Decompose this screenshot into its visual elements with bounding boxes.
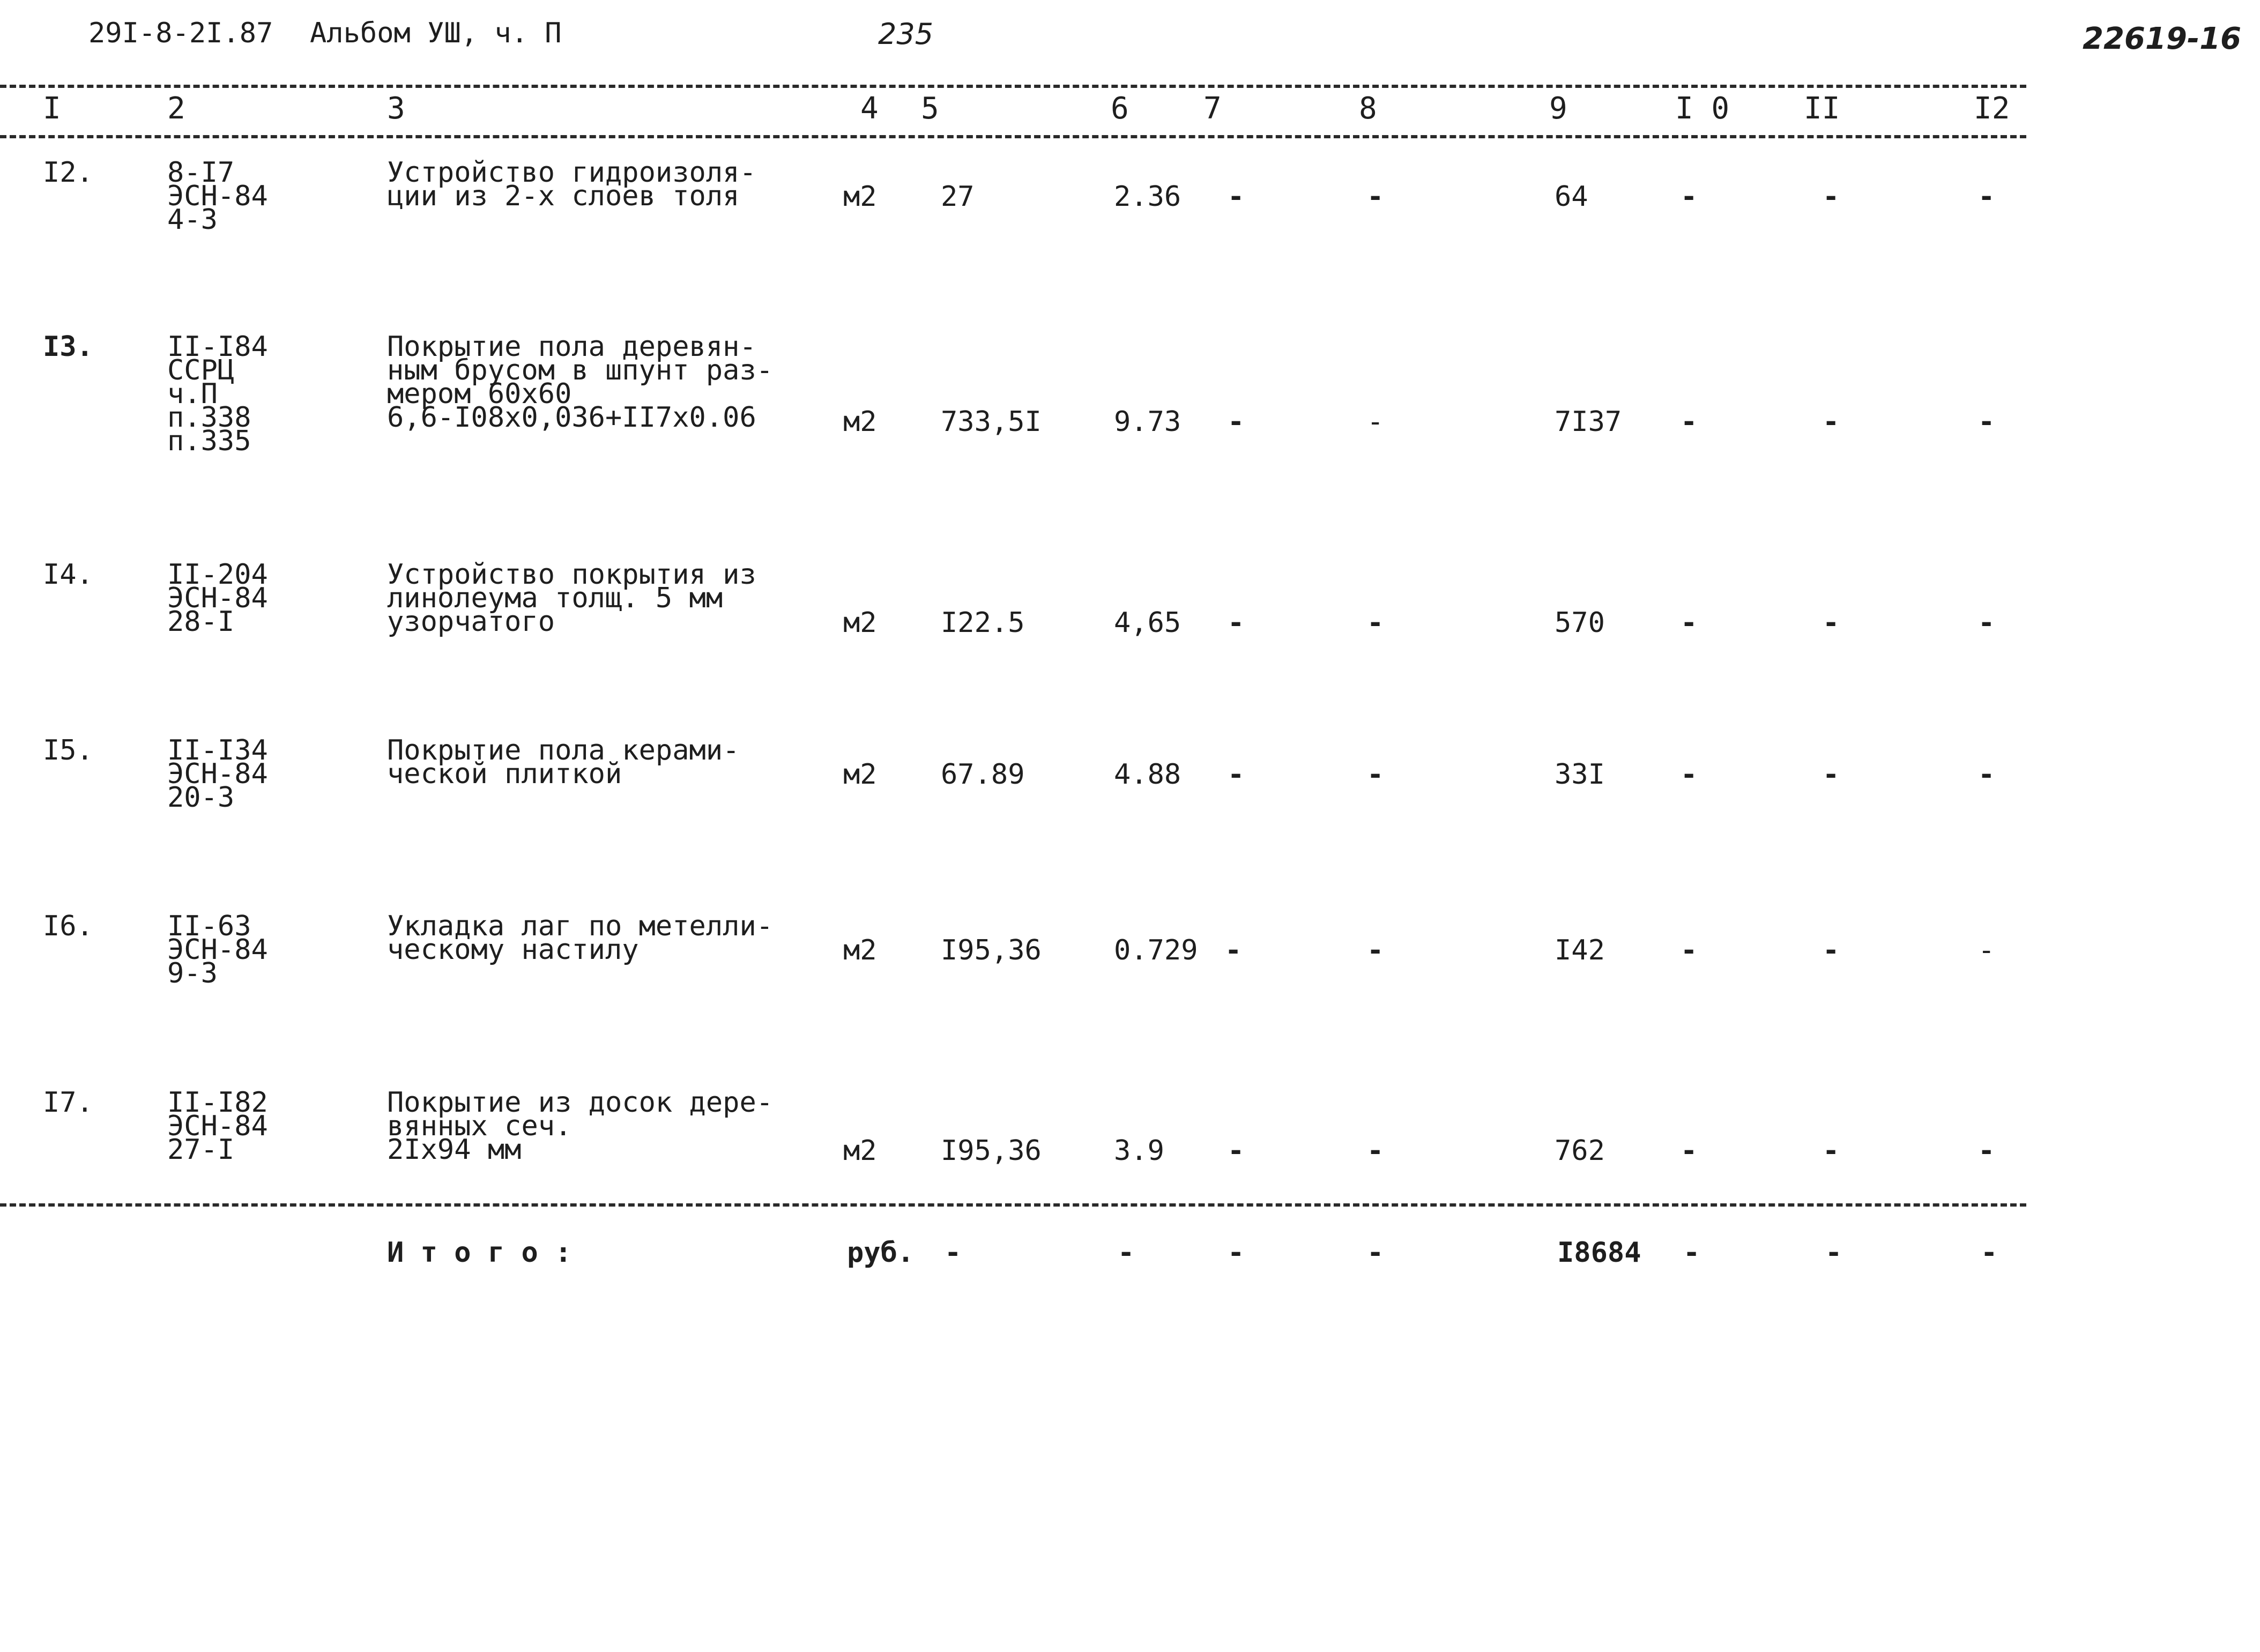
header-bottom-rule [0, 135, 2026, 138]
col-header-1: I [43, 91, 61, 126]
col-header-10: I 0 [1675, 91, 1730, 126]
col-12-value: - [1978, 607, 1995, 639]
work-description: Устройство гидроизоля- ции из 2-х слоев толя [387, 157, 756, 212]
row-number: I3. [43, 331, 93, 363]
total-col-10: - [1683, 1237, 1700, 1269]
col-12-value: - [1978, 181, 1995, 213]
quantity: 733,5I [941, 406, 1042, 438]
norm-code: 8-I7 ЭСН-84 4-3 [167, 157, 268, 236]
col-7-value: - [1228, 181, 1245, 213]
col-7-value: - [1225, 934, 1242, 966]
quantity: I95,36 [941, 934, 1042, 966]
col-12-value: - [1978, 1135, 1995, 1167]
unit: м2 [843, 1135, 877, 1167]
unit-price: 4,65 [1114, 607, 1181, 639]
header-top-rule [0, 85, 2026, 88]
total-col-5: - [945, 1237, 962, 1269]
row-number: I7. [43, 1087, 93, 1119]
work-description: Покрытие из досок дере- вянных сеч. 2Iх94 мм [387, 1087, 774, 1166]
col-8-value: - [1367, 934, 1384, 966]
col-11-value: - [1823, 934, 1840, 966]
col-8-value: - [1367, 1135, 1384, 1167]
page-number: 235 [878, 17, 934, 51]
col-header-12: I2 [1974, 91, 2010, 126]
row-number: I6. [43, 910, 93, 942]
quantity: I95,36 [941, 1135, 1042, 1167]
total-unit: руб. [847, 1237, 915, 1269]
album-title: Альбом УШ, ч. П [310, 17, 562, 49]
col-header-6: 6 [1111, 91, 1129, 126]
unit: м2 [843, 607, 877, 639]
unit-price: 9.73 [1114, 406, 1181, 438]
quantity: I22.5 [941, 607, 1025, 639]
quantity: 27 [941, 181, 975, 213]
unit-price: 4.88 [1114, 758, 1181, 791]
corner-mark: 22619-16 [2083, 21, 2241, 56]
total-cost: 7I37 [1555, 406, 1622, 438]
total-cost: 33I [1555, 758, 1605, 791]
total-col-7: - [1228, 1237, 1245, 1269]
col-11-value: - [1823, 181, 1840, 213]
total-col-11: - [1825, 1237, 1842, 1269]
work-description: Покрытие пола деревян- ным брусом в шпунт раз- мером 60х60 6,6-I08х0,036+II7х0.06 [387, 331, 774, 434]
quantity: 67.89 [941, 758, 1025, 791]
col-7-value: - [1228, 1135, 1245, 1167]
unit: м2 [843, 934, 877, 966]
doc-code: 29I-8-2I.87 [88, 17, 273, 49]
row-number: I2. [43, 157, 93, 189]
col-7-value: - [1228, 607, 1245, 639]
unit: м2 [843, 758, 877, 791]
col-12-value: - [1978, 758, 1995, 791]
col-8-value: - [1367, 607, 1384, 639]
col-10-value: - [1681, 1135, 1698, 1167]
total-cost: 570 [1555, 607, 1605, 639]
total-col-8: - [1367, 1237, 1384, 1269]
norm-code: II-204 ЭСН-84 28-I [167, 559, 268, 638]
col-8-value: - [1367, 406, 1384, 438]
unit: м2 [843, 181, 877, 213]
total-cost: 762 [1555, 1135, 1605, 1167]
col-header-5: 5 [921, 91, 939, 126]
col-10-value: - [1681, 758, 1698, 791]
total-cost: 64 [1555, 181, 1588, 213]
col-header-8: 8 [1359, 91, 1377, 126]
col-header-3: 3 [387, 91, 405, 126]
unit-price: 2.36 [1114, 181, 1181, 213]
norm-code: II-I82 ЭСН-84 27-I [167, 1087, 268, 1166]
total-col-6: - [1118, 1237, 1135, 1269]
col-8-value: - [1367, 758, 1384, 791]
row-number: I4. [43, 559, 93, 591]
col-10-value: - [1681, 406, 1698, 438]
col-header-4: 4 [860, 91, 879, 126]
col-header-2: 2 [167, 91, 185, 126]
col-header-7: 7 [1203, 91, 1222, 126]
col-10-value: - [1681, 934, 1698, 966]
col-header-11: II [1804, 91, 1840, 126]
unit: м2 [843, 406, 877, 438]
row-number: I5. [43, 734, 93, 767]
col-11-value: - [1823, 758, 1840, 791]
col-11-value: - [1823, 406, 1840, 438]
unit-price: 0.729 [1114, 934, 1198, 966]
total-cost: I42 [1555, 934, 1605, 966]
total-label: И т о г о : [387, 1237, 572, 1269]
norm-code: II-I84 ССРЦ ч.П п.338 п.335 [167, 331, 268, 457]
work-description: Устройство покрытия из линолеума толщ. 5 мм узорчатого [387, 559, 756, 638]
col-12-value: - [1978, 406, 1995, 438]
total-col-12: - [1981, 1237, 1998, 1269]
col-8-value: - [1367, 181, 1384, 213]
col-11-value: - [1823, 607, 1840, 639]
col-7-value: - [1228, 406, 1245, 438]
norm-code: II-I34 ЭСН-84 20-3 [167, 734, 268, 814]
col-10-value: - [1681, 181, 1698, 213]
col-7-value: - [1228, 758, 1245, 791]
unit-price: 3.9 [1114, 1135, 1164, 1167]
norm-code: II-63 ЭСН-84 9-3 [167, 910, 268, 989]
col-10-value: - [1681, 607, 1698, 639]
col-12-value: - [1978, 934, 1995, 966]
work-description: Укладка лаг по метелли- ческому настилу [387, 910, 774, 966]
grand-total: I8684 [1557, 1237, 1641, 1269]
work-description: Покрытие пола керами- ческой плиткой [387, 734, 740, 790]
col-11-value: - [1823, 1135, 1840, 1167]
col-header-9: 9 [1549, 91, 1567, 126]
total-separator-rule [0, 1203, 2026, 1207]
